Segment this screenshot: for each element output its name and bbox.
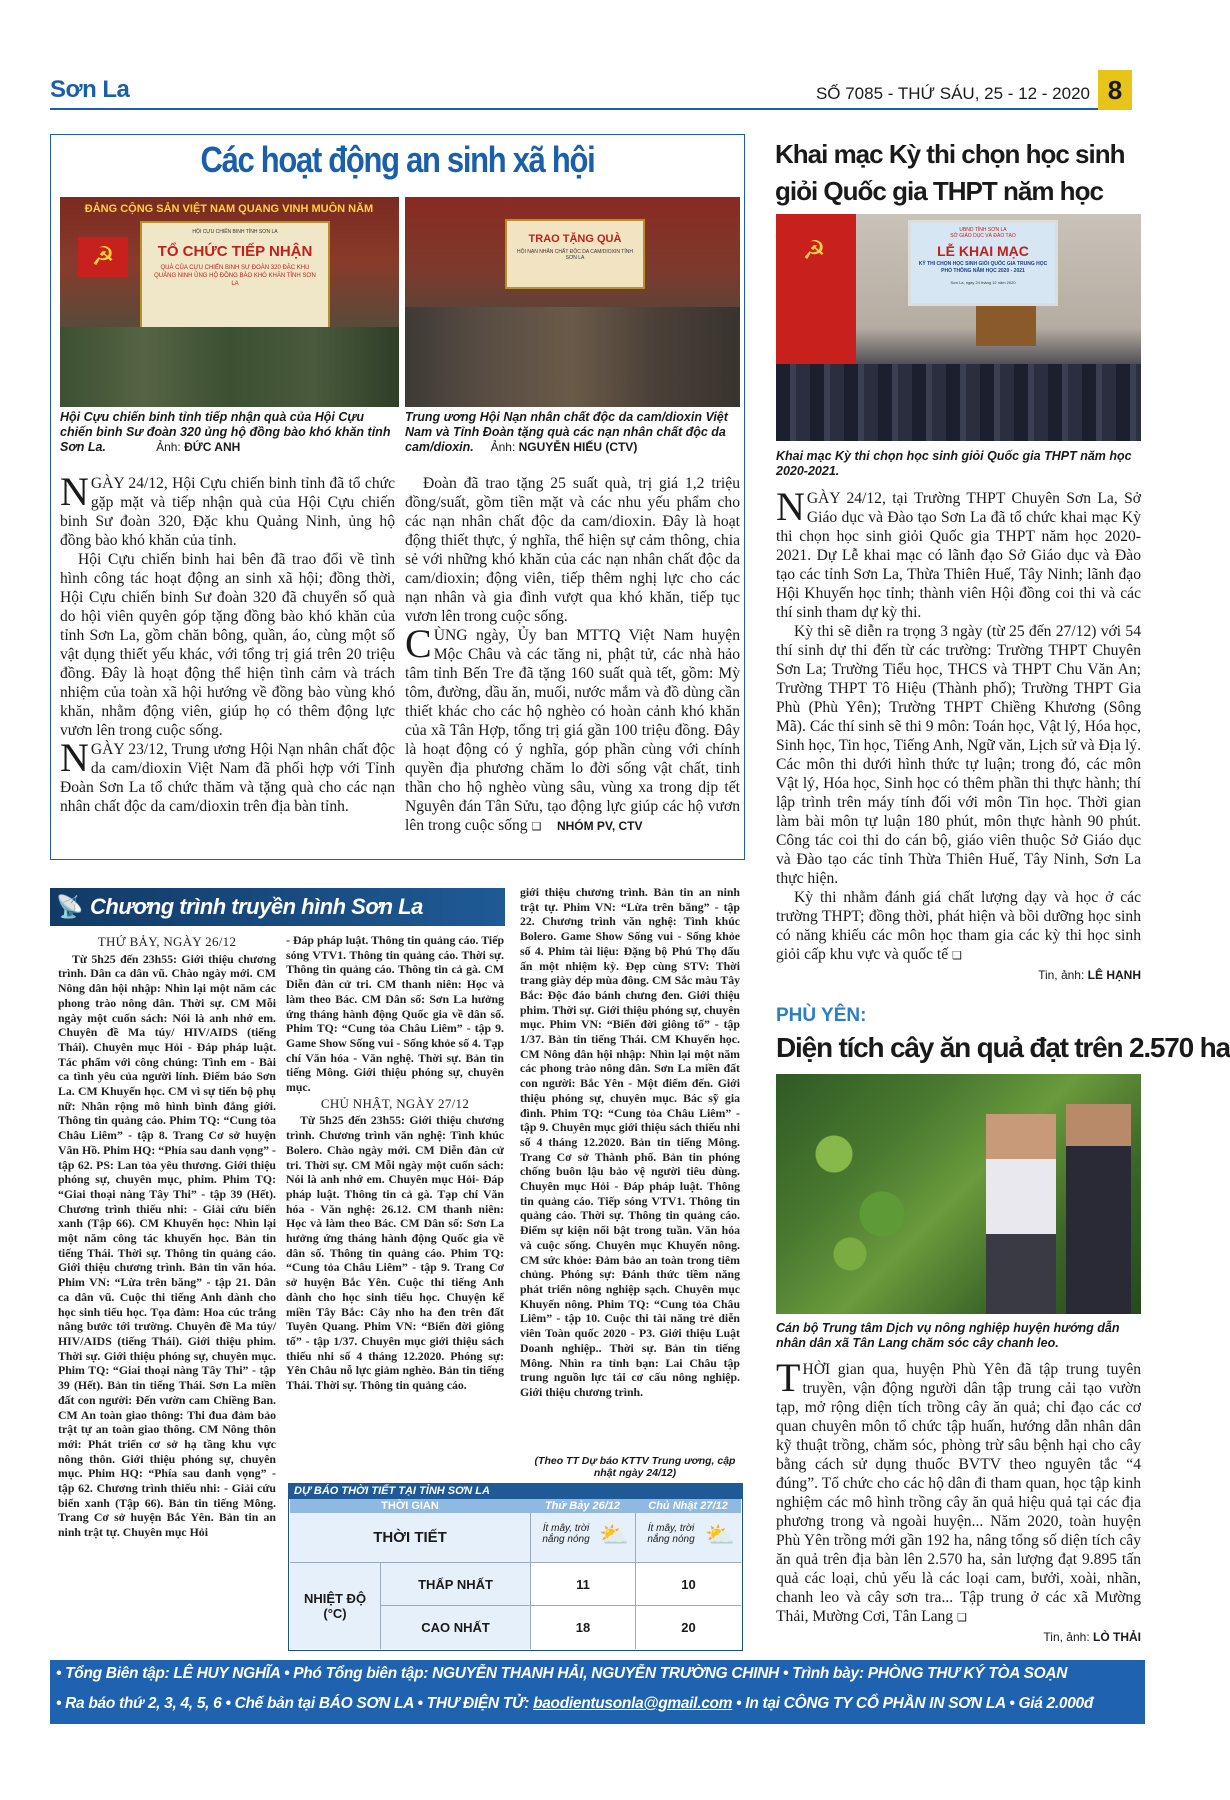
credit-name: ĐỨC ANH — [184, 440, 241, 454]
paragraph-text: GÀY 24/12, tại Trường THPT Chuyên Sơn La, Sở Giáo dục và Đào tạo Sơn La đã tổ chức khai mạc Kỳ thi chọn học sinh giỏi Quốc gia THPT năm học 2020-2021. Dự Lễ khai mạc có lãnh đạo Sở Giáo dục và Đào tạo các tỉnh Sơn La, Thừa Thiên Huế, Tây Ninh; lãnh đạo Hội Khuyến học tỉnh; thành viên Hội đồng coi thi và các thí sinh tham dự kỳ thi. — [776, 490, 1141, 621]
drop-cap: C — [405, 621, 432, 666]
tv-column-3 — [520, 885, 740, 1453]
sat-weather-cell — [530, 1513, 635, 1563]
photo-banner — [140, 221, 330, 331]
sat-weather: Ít mây, trời nắng nóng — [542, 1523, 590, 1545]
projector-screen — [908, 220, 1058, 306]
weather-title: DỰ BÁO THỜI TIẾT TẠI TỈNH SƠN LA — [288, 1483, 743, 1499]
paragraph — [60, 469, 395, 550]
tv-column-1 — [58, 933, 276, 1655]
photo-credit — [477, 440, 637, 454]
phu-yen-headline: Diện tích cây ăn quả đạt trên 2.570 ha — [776, 1032, 1230, 1063]
sun-cloud-icon: ⛅ — [599, 1523, 629, 1549]
sun-cloud-icon: ⛅ — [705, 1523, 735, 1549]
header-rule — [50, 108, 1100, 110]
dioxin-photo-caption — [405, 410, 740, 455]
byline-label: Tin, ảnh: — [1043, 1630, 1093, 1644]
drop-cap: T — [776, 1355, 801, 1400]
col-sun: Chủ Nhật 27/12 — [635, 1499, 741, 1513]
screen-org-2: SỞ GIÁO DỤC VÀ ĐÀO TẠO — [950, 233, 1016, 239]
phu-yen-body — [776, 1355, 1141, 1652]
ceremony-photo-caption: Khai mạc Kỳ thi chọn học sinh giỏi Quốc gia THPT năm học 2020-2021. — [776, 449, 1132, 478]
sun-low: 10 — [635, 1563, 741, 1606]
paragraph — [776, 888, 1141, 966]
section-name: Sơn La — [50, 76, 130, 103]
credit-name: NGUYỄN HIẾU (CTV) — [518, 440, 638, 454]
an-sinh-column-2 — [405, 474, 740, 854]
row-weather: THỜI TIẾT — [290, 1513, 530, 1563]
veterans-photo — [60, 197, 399, 407]
tv-listing: Từ 5h25 đến 23h55: Giới thiệu chương trình. Dân ca dân vũ. Chào ngày mới. CM Nông dân hội nhập: Nhìn lại một năm các phong trào nông dân. Thời sự. CM Mỗi ngày một cuốn sách: Nói là anh nhớ em. Chuyên đề Ma túy/ HIV/AIDS (tiếng Thái). Chuyên mục Hỏi - Đáp pháp luật. Tác phẩm với công chúng: Tình em - Bài ca tình yêu của người lính. Điểm báo Sơn La. CM Khuyến học. CM vì sự tiến bộ phụ nữ: Nhân rộng mô hình bình đẳng giới. Thông tin quảng cáo. Phim TQ: “Cung tỏa Châu Liêm” - tập 8. Trang Cơ sở huyện Vân Hồ. Phim HQ: “Phía sau danh vọng” - tập 62. PS: Lan tỏa yêu thương. Giới thiệu phóng sự, chuyên mục, phim. Phim TQ: “Giai thoại nàng Tây Thi” - tập 39 (Hết). Chương trình thiếu nhi: - Giải cứu biển xanh (Tập 66). CM Khuyến học: Nhìn lại một năm công tác khuyến học. Bản tin tiếng Thái. Thời sự. Thông tin quảng cáo. Giới thiệu chương trình. Bản tin văn hóa. Phim VN: “Lừa trên băng” - tập 21. Dân ca dân vũ. Cuộc thi tiếng Anh dành cho học sinh tiểu học. Tọa đàm: Hoa cúc trắng nâng bước tới trường. Chuyên đề Ma túy/ HIV/AIDS (tiếng Thái). Giới thiệu phim. Thời sự. Giới thiệu phóng sự, chuyên mục. Phim TQ: “Giai thoại nàng Tây Thi” - tập 39 (Hết). Bản tin tiếng Thái. Sơn La miền đất con người: Đến vườn cam Chiềng Ban. CM An toàn giao thông: Thi đua đảm bảo trật tự an toàn giao thông. CM Nông thôn mới: Phát triển cơ sở hạ tầng khu vực nông thôn. Giới thiệu phóng sự, chuyên mục. Phim HQ: “Phía sau danh vọng” - tập 62. Chương trình thiếu nhi: - Giải cứu biển xanh (Tập 66). Bản tin tiếng Mông. Trang Cơ sở huyện Bắc Yên. Bản tin an ninh trật tự. Chuyên mục Hỏi — [58, 951, 276, 1540]
paragraph: Đoàn đã trao tặng 25 suất quà, trị giá 1,2 triệu đồng/suất, gồm tiền mặt và các nhu yếu phẩm cho các nạn nhân chất độc da cam/dioxin. Đây là hoạt động thiết thực, ý nghĩa, thể hiện sự cảm thông, chia sẻ với những khó khăn của các nạn nhân chất độc da cam/dioxin; động viên, tiếp thêm nghị lực cho các nạn nhân và gia đình vượt qua khó khăn, tiếp tục vươn lên trong cuộc sống. — [405, 475, 740, 625]
byline — [776, 1628, 1141, 1647]
an-sinh-column-1 — [60, 469, 395, 854]
paragraph-text: ÙNG ngày, Ủy ban MTTQ Việt Nam huyện Mộc Châu và các tăng ni, phật tử, các nhà hảo tâm tỉnh Bến Tre đã tặng 160 suất quà tết, gồm: Mỳ tôm, đường, dầu ăn, muối, nước mắm và đồ dùng cần thiết khác cho các hộ nghèo có hoàn cảnh khó khăn của xã Tân Hợp, tổng trị giá gần 100 triệu đồng. Đây là hoạt động có ý nghĩa, góp phần cùng với chính quyền địa phương chăm lo đời sống vật chất, tinh thần cho hộ nghèo vùng sâu, vùng xa trong dịp tết Nguyên đán Tân Sửu, tạo động lực giúp các hộ vươn lên trong cuộc sống — [405, 627, 740, 834]
photo-banner — [505, 219, 645, 289]
paragraph — [776, 484, 1141, 622]
end-mark-icon: ❑ — [531, 821, 542, 833]
tv-listing: Từ 5h25 đến 23h55: Giới thiệu chương trình. Chương trình văn nghệ: Tình khúc Bolero. Chào ngày mới. CM Diễn đàn cử tri. Thời sự. CM Mỗi ngày một cuốn sách: Nói là anh nhớ em. Chuyên mục Hỏi- Đáp pháp luật. Thông tin cả gà. Tạp chí Văn hóa - Văn nghệ: 26.12. CM thanh niên: Học và làm theo Bác. CM Dân số: Sơn La hưởng ứng tháng hành động Quốc gia về dân số. Thông tin quảng cáo. Phim TQ: “Cung tỏa Châu Liêm” - tập 9. Trang Cơ sở huyện Bắc Yên. Cuộc thi tiếng Anh dành cho học sinh tiểu học. Chuyện kể miền Tây Bắc: Cây nho ha đen trên đất Tuyên Quang. Phim VN: “Biển đời giông tố” - tập 1/37. Chuyên mục giới thiệu sách thiếu nhi số 4 tháng 12.2020. Phóng sự: Yên Châu nỗ lực giảm nghèo. Bản tin tiếng Thái. Thời sự. Thông tin quảng cáo. — [286, 1113, 504, 1393]
broadcast-tower-icon: 📡 — [56, 894, 84, 919]
drop-cap: N — [60, 735, 89, 780]
sun-weather: Ít mây, trời nắng nóng — [647, 1523, 695, 1545]
paragraph: Hội Cựu chiến binh hai bên đã trao đổi về tình hình công tác hoạt động an sinh xã hội; đồng thời, Hội Cựu chiến binh Sư đoàn 320 đã chuyển số quà do hội viên quyên góp tặng đồng bào khó khăn của tỉnh Sơn La, gồm chăn bông, quần, áo, cùng một số vật dụng thiết yếu khác, với tổng trị giá trên 20 triệu đồng. Đây là hoạt động thể hiện tình cảm và trách nhiệm của toàn xã hội hướng về đồng bào vùng khó khăn, nhằm động viên, giúp họ có thêm động lực vươn lên trong cuộc sống. — [60, 551, 395, 739]
khai-mac-headline: Khai mạc Kỳ thi chọn học sinh giỏi Quốc gia THPT năm học — [775, 139, 1125, 206]
screen-org: UBND TỈNH SƠN LA — [959, 227, 1007, 233]
paragraph-text: GÀY 23/12, Trung ương Hội Nạn nhân chất độc da cam/dioxin Việt Nam đã phối hợp với Tỉnh Đoàn Sơn La tổ chức thăm và tặng quà cho các nạn nhân chất độc da cam/dioxin trên địa bàn tỉnh. — [60, 741, 395, 815]
footer-publish-info: • Ra báo thứ 2, 3, 4, 5, 6 • Chế bản tại BÁO SƠN LA • THƯ ĐIỆN TỬ: — [56, 1695, 534, 1712]
credit-label: Ảnh: — [156, 440, 185, 454]
sat-high: 18 — [530, 1606, 635, 1649]
photo-banner-top: ĐẢNG CỘNG SẢN VIỆT NAM QUANG VINH MUÔN NĂM — [84, 203, 374, 215]
day-header: THỨ BẢY, NGÀY 26/12 — [97, 934, 237, 949]
byline — [776, 966, 1141, 985]
footer-line-1: • Tổng Biên tập: LÊ HUY NGHĨA • Phó Tổng biên tập: NGUYỄN THANH HẢI, NGUYỄN TRƯỜNG CHINH • Trình bày: PHÒNG THƯ KÝ TÒA SOẠN — [56, 1665, 1068, 1682]
row-high: CAO NHẤT — [380, 1606, 530, 1649]
paragraph: Kỳ thi sẽ diễn ra trọng 3 ngày (từ 25 đến 27/12) với 54 thí sinh dự thi đến từ các trường: Trường THPT Chuyên Sơn La; Trường Tiểu học, THCS và THPT Chu Văn An; Trường THPT Tô Hiệu (Thành phố); Trường THPT Gia Phù (Phù Yên); Trường THPT Chiềng Khương (Sông Mã). Các thí sinh sẽ thi 9 môn: Toán học, Vật lý, Hóa học, Sinh học, Tin học, Tiếng Anh, Ngữ văn, Lịch sử và Địa lý. Các môn thi dưới hình thức tự luận; trong đó, các môn Vật lý, Hóa học, Sinh học có thêm phần thi thực hành; thí lập trình trên máy tính đối với môn Tin học. Thời gian làm bài môn tự luận 180 phút, môn thực hành 90 phút. Công tác coi thi do cán bộ, giáo viên thuộc Sở Giáo dục và Đào tạo các tỉnh Thừa Thiên Huế, Tây Ninh, Sơn La thực hiện. — [776, 623, 1141, 887]
dioxin-gift-photo — [405, 197, 740, 407]
ceremony-photo — [776, 214, 1141, 441]
screen-sub: KỲ THI CHỌN HỌC SINH GIỎI QUỐC GIA TRUNG HỌC PHỔ THÔNG NĂM HỌC 2020 - 2021 — [918, 261, 1048, 274]
passion-fruit-photo — [776, 1074, 1141, 1314]
photo-banner-sub: HỘI NẠN NHÂN CHẤT ĐỘC DA CAM/DIOXIN TỈNH SƠN LA — [517, 249, 633, 261]
end-mark-icon: ❑ — [952, 950, 962, 962]
audience — [776, 364, 1141, 441]
veterans-photo-caption — [60, 410, 399, 455]
paragraph — [405, 621, 740, 837]
officer-person — [986, 1114, 1056, 1314]
tv-program-header — [50, 888, 505, 926]
paragraph-text: Kỳ thi nhằm đánh giá chất lượng dạy và học ở các trường THPT; đồng thời, phát hiện và bồi dưỡng học sinh có năng khiếu các môn học tham gia các kỳ thi học sinh giỏi cấp khu vực và quốc tế — [776, 889, 1141, 963]
byline-label: Tin, ảnh: — [1038, 968, 1088, 982]
screen-date: Sơn La, ngày 24 tháng 12 năm 2020 — [950, 280, 1016, 285]
col-sat: Thứ Bảy 26/12 — [530, 1499, 635, 1513]
passion-fruit-caption: Cán bộ Trung tâm Dịch vụ nông nghiệp huyện hướng dẫn nhân dân xã Tân Lang chăm sóc cây chanh leo. — [776, 1321, 1120, 1350]
photo-banner-sub: QUÀ CỦA CỰU CHIẾN BINH SƯ ĐOÀN 320 ĐẶC KHU QUẢNG NINH ỦNG HỘ ĐỒNG BÀO KHÓ KHĂN TỈNH SƠN LA — [154, 265, 316, 287]
people-group — [60, 327, 399, 407]
paragraph-text: HỜI gian qua, huyện Phù Yên đã tập trung tuyên truyền, vận động người dân tập trung cải tạo vườn tạp, mở rộng diện tích trồng cây ăn quả; chỉ đạo các cơ quan chuyên môn tổ chức tập huấn, hướng dẫn nhân dân kỹ thuật trồng, chăm sóc, phòng trừ sâu bệnh hại cho cây bằng cách sử dụng thuốc BVTV theo nguyên tắc “4 đúng”. Tổ chức cho các hộ dân đi tham quan, học tập kinh nghiệm các mô hình trồng cây ăn quả hiệu quả tại các địa phương trong và ngoài huyện... Năm 2020, toàn huyện Phù Yên trồng mới gần 192 ha, nâng tổng số diện tích cây ăn quả trên địa bàn lên 2.570 ha, sản lượng đạt 9.895 tấn quả các loại, chủ yếu là các loại cam, bưởi, xoài, nhãn, chanh leo và cây sơn tra... Tập trung ở các xã Mường Thải, Mường Cơi, Tân Lang — [776, 1361, 1141, 1625]
khai-mac-body — [776, 484, 1141, 982]
row-temp: NHIỆT ĐỘ (°C) — [290, 1563, 380, 1649]
issue-info: SỐ 7085 - THỨ SÁU, 25 - 12 - 2020 — [815, 84, 1090, 103]
paragraph-text: GÀY 24/12, Hội Cựu chiến binh tỉnh đã tổ chức gặp mặt và tiếp nhận quà của Hội Cựu chiến binh Sư đoàn 320, Đặc khu Quảng Ninh, ủng hộ đồng bào khó khăn của tỉnh. — [60, 475, 395, 549]
paragraph — [60, 735, 395, 816]
weather-source: (Theo TT Dự báo KTTV Trung ương, cập nhật ngày 24/12) — [534, 1455, 736, 1479]
photo-banner-main: TỔ CHỨC TIẾP NHẬN — [157, 243, 313, 260]
col-time: THỜI GIAN — [290, 1499, 530, 1513]
end-mark-icon: ❑ — [957, 1612, 967, 1624]
credit-label: Ảnh: — [490, 440, 519, 454]
row-low: THẤP NHẤT — [380, 1563, 530, 1606]
farmer-person — [1066, 1104, 1131, 1314]
sat-low: 11 — [530, 1563, 635, 1606]
tv-column-2 — [286, 933, 504, 1453]
footer-email-link[interactable]: baodientusonla@gmail.com — [533, 1695, 733, 1712]
photo-credit — [109, 440, 240, 454]
sun-weather-cell — [635, 1513, 741, 1563]
byline-name: LÊ HẠNH — [1087, 968, 1141, 982]
footer-line-2 — [56, 1695, 1141, 1713]
sun-high: 20 — [635, 1606, 741, 1649]
byline: NHÓM PV, CTV — [556, 819, 643, 833]
paragraph — [776, 1355, 1141, 1628]
podium — [976, 306, 1036, 346]
photo-banner-org: HỘI CỰU CHIẾN BINH TỈNH SƠN LA — [192, 229, 278, 235]
photo-banner-main: TRAO TẶNG QUÀ — [528, 233, 622, 245]
day-header: CHỦ NHẬT, NGÀY 27/12 — [320, 1095, 470, 1111]
tv-listing: giới thiệu chương trình. Bản tin an ninh trật tự. Phim VN: “Lừa trên băng” - tập 22. Chương trình văn nghệ: Tình khúc Bolero. Game Show Sống vui - Sống khỏe số 4. Phim tài liệu: Đặng bộ Phú Thọ dấu ấn một nhiệm kỳ. Đẹp cùng STV: Thời trang giày dép mùa đông. CM Sắc màu Tây Bắc: Độc đáo bánh chưng đen. Giới thiệu phim. Thời sự. Giới thiệu phóng sự, chuyên mục. Phim VN: “Biển đời giông tố” - tập 1/37. Bản tin tiếng Thái. CM Khuyến học. CM Nông dân hội nhập: Nhìn lại một năm các phong trào nông dân. Sơn La miền đất con người: Bắc Yên - Một điểm đến. Giới thiệu phóng sự, chuyên mục. Bác sỹ gia đình. Phim TQ: “Cung tỏa Châu Liêm” - tập 9. Chuyên mục giới thiệu sách thiếu nhi số 4 tháng 12.2020. Bản tin tiếng Mông. Trang Cơ sở Thành phố. Bản tin phóng chống buôn lậu bảo vệ người tiêu dùng. Chuyên mục Hỏi - Đáp pháp luật. Thông tin quảng cáo. Tiếp sóng VTV1. Thông tin quảng cáo. Thời sự. Thông tin quảng cáo. Điểm sự kiện nổi bật trong tuần. Văn hóa và cuộc sống. Chuyên mục Khuyến nông. CM sức khỏe: Đảm bảo an toàn trong tiêm chủng. Phóng sự: Đánh thức tiềm năng phát triển nông nghiệp sạch. Chuyên mục Khuyến nông. Phim TQ: “Cung tỏa Châu Liêm” - tập 10. Cuộc thi tài năng trẻ diễn viên Toàn quốc 2020 - P3. Giới thiệu Luật Doanh nghiệp.. Thời sự. Bản tin tiếng Mông. Nhìn ra tỉnh bạn: Lai Châu tập trung nguồn lực tái cơ cấu nông nghiệp. Giới thiệu chương trình. — [520, 885, 740, 1399]
caption-text: Trung ương Hội Nạn nhân chất độc da cam/dioxin Việt Nam và Tỉnh Đoàn tặng quà các nạn nhân chất độc da cam/dioxin. — [405, 410, 728, 454]
footer-print-info: • In tại CÔNG TY CỔ PHẦN IN SƠN LA • Giá 2.000đ — [732, 1695, 1094, 1712]
people-group — [405, 307, 740, 407]
drop-cap: N — [60, 469, 89, 514]
tv-program-title: Chương trình truyền hình Sơn La — [90, 894, 423, 919]
vine-leaves — [786, 1094, 946, 1294]
byline-name: LÒ THẢI — [1093, 1630, 1141, 1644]
drop-cap: N — [776, 484, 805, 529]
tv-listing: - Đáp pháp luật. Thông tin quảng cáo. Tiếp sóng VTV1. Thông tin quảng cáo. Thời sự. Thông tin quảng cáo. Thông tin cả gà. CM Diễn đàn cử tri. CM thanh niên: Học và làm theo Bác. CM Dân số: Sơn La hưởng ứng tháng hành động Quốc gia về dân số. Phim TQ: “Cung tỏa Châu Liêm” - tập 9. Game Show Sống vui - Sống khỏe số 4. Tạp chí Văn hóa - Văn nghệ. Thời sự. Bản tin tiếng Mông. Giới thiệu phóng sự, chuyên mục. — [286, 933, 504, 1095]
party-flag-icon: ☭ — [78, 237, 128, 277]
screen-main: LỄ KHAI MẠC — [937, 243, 1029, 259]
caption-text: Hội Cựu chiến binh tỉnh tiếp nhận quà của Hội Cựu chiến binh Sư đoàn 320 ủng hộ đồng bào khó khăn tỉnh Sơn La. — [60, 410, 391, 454]
party-flag-icon: ☭ — [802, 236, 826, 265]
phu-yen-kicker: PHÙ YÊN: — [776, 1005, 867, 1026]
page-number: 8 — [1098, 70, 1132, 110]
an-sinh-headline: Các hoạt động an sinh xã hội — [200, 139, 595, 180]
